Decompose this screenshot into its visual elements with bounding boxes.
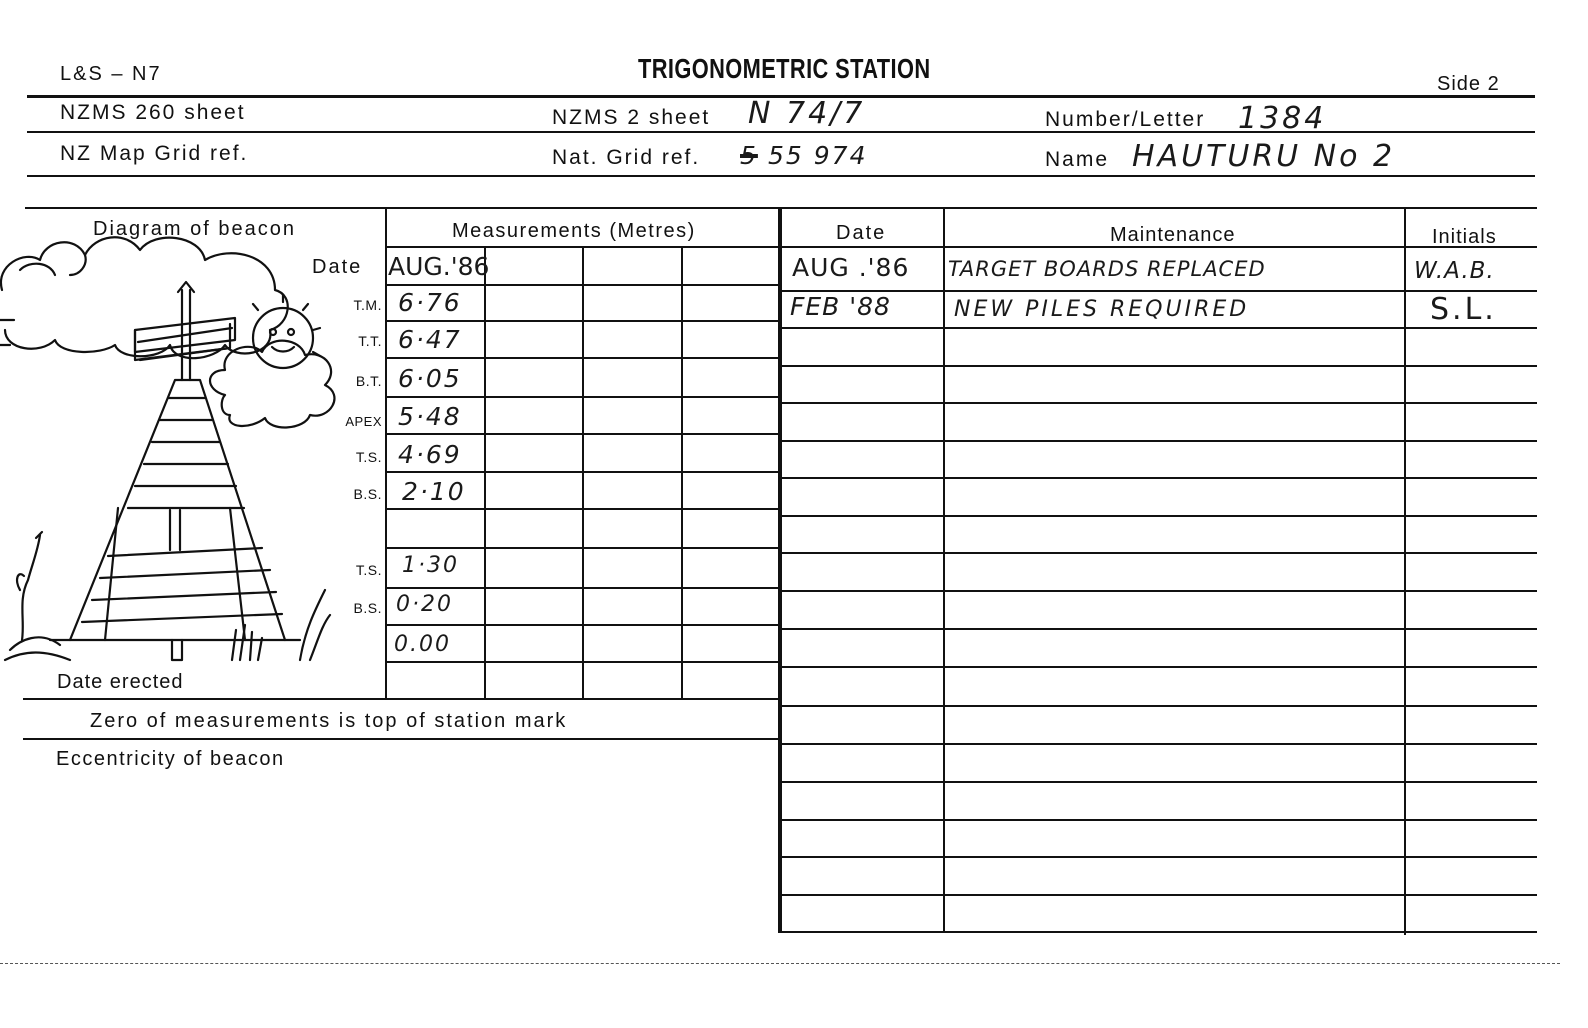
form-code: L&S – N7 (60, 63, 162, 85)
meas-label-ts-2: T.S. (355, 562, 382, 578)
meas-label-bs: B.S. (353, 486, 382, 502)
meas-label-ts: T.S. (355, 449, 382, 465)
zero-note: Zero of measurements is top of station mark (90, 710, 568, 732)
beacon-drawing (0, 220, 385, 690)
maint-col-line-2 (1404, 207, 1406, 935)
meas-value-ts: 4·69 (398, 440, 462, 469)
meas-date-label: Date (312, 256, 363, 278)
number-label: Number/Letter (1045, 108, 1206, 131)
name-value: HAUTURU No 2 (1132, 139, 1396, 174)
meas-row-line (385, 320, 780, 322)
meas-value-apex: 5·48 (398, 402, 462, 431)
maint-row-line (780, 477, 1537, 479)
nzms2-label: NZMS 2 sheet (552, 106, 711, 129)
meas-label-bs-2: B.S. (353, 600, 382, 616)
meas-row-line (385, 587, 780, 589)
maint-row-line (780, 327, 1537, 329)
meas-label-bt: B.T. (355, 373, 382, 389)
maint-row-line (780, 666, 1537, 668)
meas-value-ts-2: 1·30 (402, 553, 459, 578)
diagram-bottom-rule (23, 698, 780, 700)
name-label: Name (1045, 148, 1110, 171)
maint-row-line (780, 590, 1537, 592)
maint-row-line (780, 402, 1537, 404)
page-title: TRIGONOMETRIC STATION (638, 53, 931, 84)
maint-date-header: Date (836, 222, 887, 244)
maint-text-1: TARGET BOARDS REPLACED (948, 257, 1266, 281)
maint-row-line (780, 290, 1537, 292)
side-label: Side 2 (1437, 73, 1500, 95)
sun-icon (253, 295, 320, 368)
maint-row-line (780, 781, 1537, 783)
meas-row-line (385, 284, 780, 286)
meas-row-line (385, 471, 780, 473)
maint-row-line (780, 365, 1537, 367)
nzms2-value: N 74/7 (748, 96, 866, 131)
meas-label-tm: T.M. (353, 297, 382, 313)
nzms260-label: NZMS 260 sheet (60, 101, 246, 124)
maint-row-line (780, 440, 1537, 442)
nat-grid-label: Nat. Grid ref. (552, 146, 701, 169)
card-bottom-edge (0, 963, 1560, 964)
table-header-rule (385, 246, 1537, 248)
meas-date-value: AUG.'86 (388, 252, 490, 281)
nat-grid-struck: 5 (740, 141, 758, 170)
initials-header: Initials (1432, 226, 1497, 248)
maint-row-line (780, 743, 1537, 745)
maint-date-2: FEB '88 (790, 292, 891, 321)
maint-row-line (780, 628, 1537, 630)
date-erected-label: Date erected (57, 671, 184, 693)
info-rule-1 (27, 131, 1535, 133)
eccentricity-label: Eccentricity of beacon (56, 748, 285, 770)
meas-row-line (385, 357, 780, 359)
map-grid-label: NZ Map Grid ref. (60, 142, 249, 165)
maint-col-line-1 (943, 207, 945, 933)
measurements-header: Measurements (Metres) (452, 220, 696, 242)
maint-row-line (780, 552, 1537, 554)
meas-value-bs: 2·10 (402, 477, 466, 506)
meas-row-line (385, 433, 780, 435)
maint-text-2: NEW PILES REQUIRED (954, 297, 1250, 322)
maint-divider (778, 207, 782, 933)
meas-label-apex: APEX (345, 414, 382, 429)
maint-row-line (780, 894, 1537, 896)
meas-row-line (385, 396, 780, 398)
meas-row-line (385, 661, 780, 663)
number-value: 1384 (1238, 101, 1327, 136)
maint-row-line (780, 705, 1537, 707)
meas-label-tt: T.T. (358, 333, 382, 349)
diagram-label: Diagram of beacon (93, 218, 296, 240)
maint-row-line (780, 856, 1537, 858)
maint-row-line (780, 515, 1537, 517)
maint-initials-2: S.L. (1430, 292, 1497, 327)
meas-value-tt: 6·47 (398, 325, 462, 354)
nat-grid-value: 55 974 (768, 141, 868, 170)
maint-initials-1: W.A.B. (1414, 258, 1495, 284)
maint-row-line (780, 931, 1537, 933)
meas-row-line (385, 547, 780, 549)
meas-row-line (385, 508, 780, 510)
meas-value-bs-2: 0·20 (396, 592, 453, 617)
meas-value-zero: 0.00 (394, 632, 451, 657)
meas-value-bt: 6·05 (398, 364, 462, 393)
meas-row-line (385, 624, 780, 626)
zero-note-rule (23, 738, 780, 740)
maint-date-1: AUG .'86 (792, 253, 910, 282)
meas-value-tm: 6·76 (398, 288, 462, 317)
maint-row-line (780, 819, 1537, 821)
info-rule-2 (27, 175, 1535, 177)
maint-text-header: Maintenance (1110, 224, 1236, 246)
